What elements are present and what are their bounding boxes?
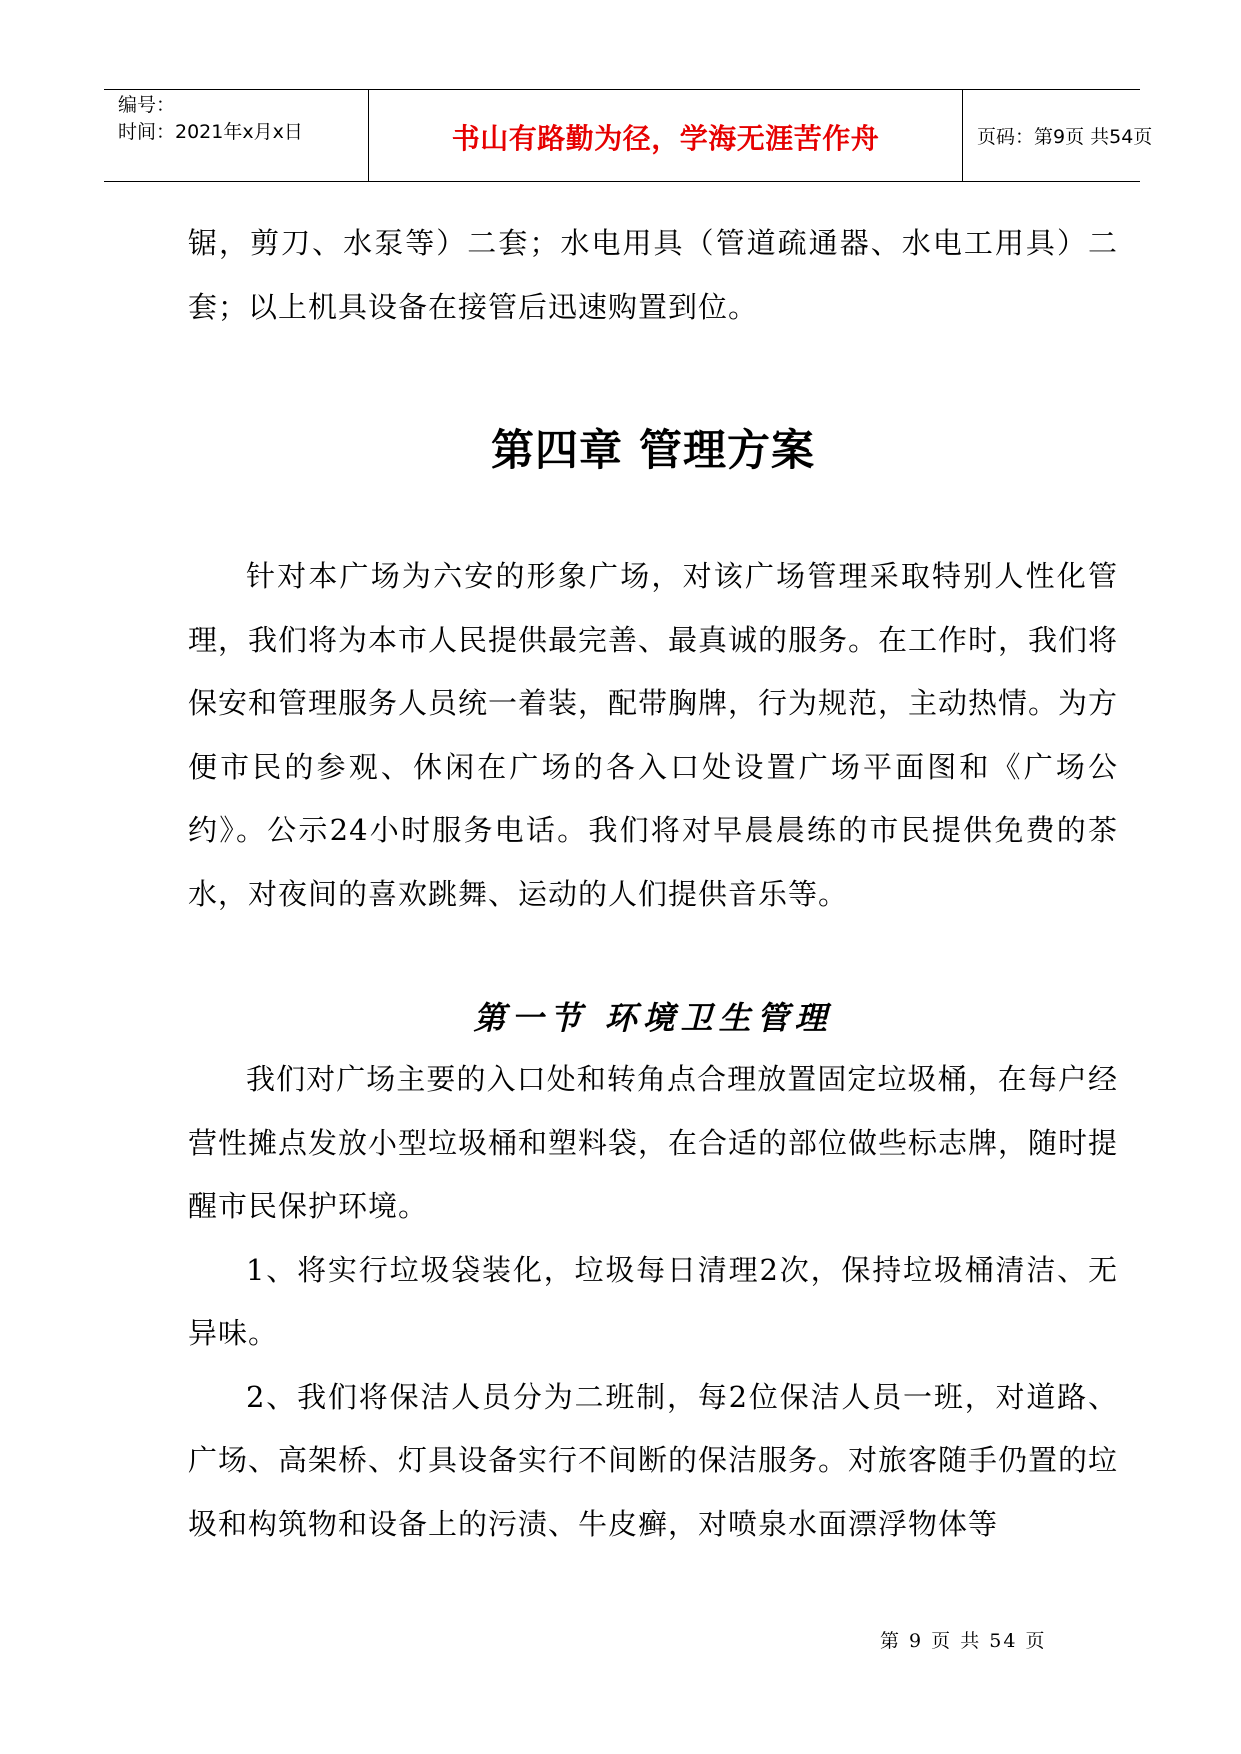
document-body xyxy=(188,212,1118,1556)
header-motto: 书山有路勤为径，学海无涯苦作舟 xyxy=(369,90,963,181)
header-meta xyxy=(104,90,369,181)
list-item-1: 1、将实行垃圾袋装化，垃圾每日清理2次，保持垃圾桶清洁、无异味。 xyxy=(188,1252,1118,1350)
page-footer-number: 第 9 页 共 54 页 xyxy=(880,1630,1047,1652)
header-page-code: 页码：第9页 共54页 xyxy=(977,126,1153,148)
intro-paragraph: 针对本广场为六安的形象广场，对该广场管理采取特别人性化管理，我们将为本市人民提供最完善、最真诚的服务。在工作时，我们将保安和管理服务人员统一着装，配带胸牌，行为规范，主动热情。为方便市民的参观、休闲在广场的各入口处设置广场平面图和《广场公约》。公示24小时服务电话。我们将对早晨晨练的市民提供免费的茶水，对夜间的喜欢跳舞、运动的人们提供音乐等。 xyxy=(188,559,1119,911)
section-paragraph: 我们对广场主要的入口处和转角点合理放置固定垃圾桶，在每户经营性摊点发放小型垃圾桶和塑料袋，在合适的部位做些标志牌，随时提醒市民保护环境。 xyxy=(188,1062,1119,1223)
section-title: 第一节 环境卫生管理 xyxy=(473,999,833,1037)
page-header xyxy=(104,89,1153,182)
document-number-label: 编号： xyxy=(118,94,176,116)
continuation-paragraph: 锯，剪刀、水泵等）二套；水电用具（管道疏通器、水电工用具）二套；以上机具设备在接管后迅速购置到位。 xyxy=(188,226,1118,324)
document-time-label: 时间：2021年x月x日 xyxy=(118,121,303,143)
chapter-title: 第四章 管理方案 xyxy=(491,426,815,476)
list-item-2: 2、我们将保洁人员分为二班制，每2位保洁人员一班，对道路、广场、高架桥、灯具设备实行不间断的保洁服务。对旅客随手仍置的垃圾和构筑物和设备上的污渍、牛皮癣，对喷泉水面漂浮物体等 xyxy=(188,1379,1119,1541)
